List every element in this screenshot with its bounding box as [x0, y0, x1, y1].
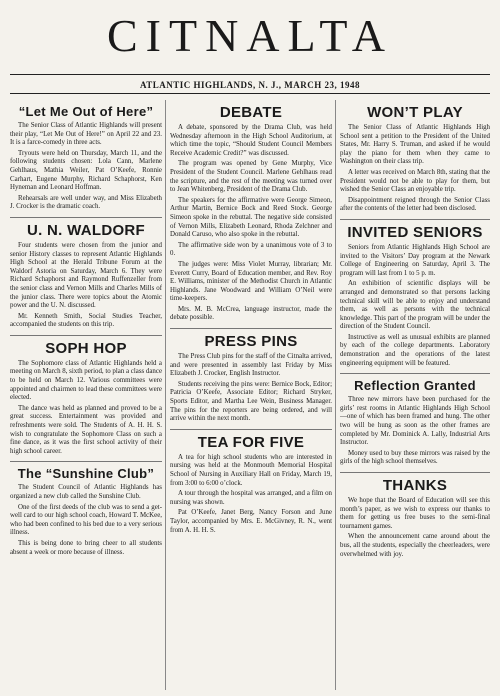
column-left — [10, 100, 162, 692]
article-headline: The “Sunshine Club” — [17, 466, 155, 482]
masthead-rule-bottom — [10, 93, 490, 94]
article-paragraph: Pat O’Keefe, Janet Berg, Nancy Forson and June Taylor, accompanied by Mrs. E. McGivney, R. N., went from A. H. H. S. — [170, 509, 332, 534]
article-headline: SOPH HOP — [45, 339, 127, 357]
article-wont-play — [340, 104, 490, 214]
article-separator — [340, 472, 490, 473]
article-paragraph: An exhibition of scientific displays will be arranged and demonstrated so that persons lacking technical skill will be able to enjoy and understand them, as well as persons with the technical knowledge. This part of the program will be under the direction of the Student Council. — [340, 280, 490, 331]
article-paragraph: A debate, sponsored by the Drama Club, was held Wednesday afternoon in the High School Auditorium, at which time the topic, “Should Student Council Members Receive Academic Credit?” was discussed. — [170, 124, 332, 157]
article-paragraph: Disappointment reigned through the Senior Class after the contents of the letter had been disclosed. — [340, 196, 490, 213]
article-paragraph: The Senior Class of Atlantic Highlands High School sent a petition to the President of the United States, Mr. Harry S. Truman, and asked if he would play the piano for them when they came to Washington on their class trip. — [340, 124, 490, 166]
article-separator — [340, 219, 490, 220]
article-paragraph: When the announcement came around about the bus, all the students, especially the cheerleaders, were overwhelmed with joy. — [340, 533, 490, 558]
article-paragraph: A letter was received on March 8th, stating that the President would not be able to play for them, but wished the Senior Class an enjoyable trip. — [340, 168, 490, 194]
article-separator — [10, 461, 162, 462]
article-headline: WON’T PLAY — [367, 104, 463, 121]
article-separator — [170, 328, 332, 329]
masthead-title: CITNALTA — [106, 10, 394, 61]
article-headline: Reflection Granted — [354, 378, 476, 394]
article-paragraph: A tour through the hospital was arranged, and a film on nursing was shown. — [170, 490, 332, 506]
article-paragraph: Instructive as well as unusual exhibits are planned by each of the college departments. Laboratory demonstration and the operations of the latest engineering equipment will be featured. — [340, 333, 490, 367]
article-reflection-granted — [340, 378, 490, 467]
article-headline: DEBATE — [219, 104, 283, 121]
article-let-me-out — [10, 104, 162, 212]
article-separator — [170, 429, 332, 430]
article-thanks — [340, 477, 490, 559]
article-paragraph: Students receiving the pins were: Bernice Bock, Editor; Patricia O’Keefe, Associate Editor; Richard Stryker, Sports Editor, and Martha Lee Wein, Business Manager. The pins for the reporters are being ordered, and will arrive within the next month. — [170, 380, 332, 423]
column-divider — [165, 100, 166, 690]
article-headline: “Let Me Out of Here” — [18, 104, 154, 119]
article-paragraph: Mrs. M. B. McCrea, language instructor, made the debate possible. — [170, 305, 332, 322]
masthead-rule-top — [10, 74, 490, 75]
article-paragraph: Four students were chosen from the junior and senior History classes to represent Atlantic Highlands High School at the Herald Tribune Forum at the Waldorf Astoria on Saturday, March 6. They were Richard Schaphorst and Raymond Ruffenzeller from the senior class and Vernon Mills and Charles Mills of the junior class. There were topics about the Atomic power and the U. N. discussed. — [10, 241, 162, 310]
column-middle — [170, 100, 332, 692]
article-paragraph: The Senior Class of Atlantic Highlands will present their play, “Let Me Out of Here!” on April 22 and 23. It is a farce-comedy in three acts. — [10, 122, 162, 147]
article-press-pins — [170, 333, 332, 424]
article-paragraph: The Press Club pins for the staff of the Citnalta arrived, and were presented in assembly last Friday by Miss Elizabeth J. Crocker, English Instructor. — [170, 353, 332, 378]
article-paragraph: The judges were: Miss Violet Murray, librarian; Mr. Everett Curry, Board of Education member, and Rev. Roy E. Williams, minister of the Methodist Church in Atlantic Highlands. Jane Woodward and William O’Neil were time-keepers. — [170, 260, 332, 303]
article-sunshine-club — [10, 466, 162, 557]
article-headline: PRESS PINS — [204, 333, 298, 351]
article-headline: TEA FOR FIVE — [197, 433, 305, 451]
article-paragraph: This is being done to bring cheer to all students absent a week or more because of illness. — [10, 539, 162, 556]
dateline: ATLANTIC HIGHLANDS, N. J., MARCH 23, 1948 — [139, 80, 361, 90]
article-separator — [340, 373, 490, 374]
article-paragraph: The program was opened by Gene Murphy, Vice President of the Student Council. Marlene Gehlhaus read the scripture, and the rest of the meeting was turned over to Jean Whitenberg, President of the Drama Club. — [170, 160, 332, 194]
article-separator — [10, 217, 162, 218]
article-separator — [10, 335, 162, 336]
article-paragraph: Three new mirrors have been purchased for the girls’ rest rooms in Atlantic Highlands High School —one of which has been framed and hung. The other two will be hung as soon as the other frames are completed by Mr. Dominick A. Lally, Industrial Arts Instructor. — [340, 396, 490, 447]
article-paragraph: The speakers for the affirmative were George Simeon, Arthur Martin, Bernice Bock and Reed Stock. George Simeon spoke in the rebuttal. The negative side consisted of Vernon Mills, Elizabeth Leonard, Rhoda Zelchner and Donald Caruso, who also spoke in the rebuttal. — [170, 196, 332, 239]
article-paragraph: The Sophomore class of Atlantic Highlands held a meeting on March 8, sixth period, to plan a class dance to be held on March 12. Various committees were appointed and chairmen to lead these committees were elected. — [10, 359, 162, 402]
article-debate — [170, 104, 332, 323]
column-divider — [335, 100, 336, 690]
article-headline: INVITED SENIORS — [347, 223, 483, 241]
article-headline: THANKS — [382, 477, 448, 494]
article-soph-hop — [10, 340, 162, 457]
article-paragraph: Mr. Kenneth Smith, Social Studies Teacher, accompanied the students on this trip. — [10, 312, 162, 329]
article-paragraph: We hope that the Board of Education will see this month’s paper, as we wish to express our thanks to them for getting us free buses to the semi-final tournament games. — [340, 497, 490, 530]
article-paragraph: The dance was held as planned and proved to be a great success. Entertainment was provided and refreshments were sold. The Students of A. H. H. S. wish to congratulate the Sophomore Class on such a fine dance, as it was the first school activity of their high school career. — [10, 404, 162, 455]
article-paragraph: Rehearsals are well under way, and Miss Elizabeth J. Crocker is the dramatic coach. — [10, 194, 162, 211]
article-paragraph: A tea for high school students who are interested in nursing was held at the Monmouth Memorial Hospital School of Nursing in Auxiliary Hall on Friday, March 19, from 3:00 to 6:00 o’clock. — [170, 453, 332, 487]
article-paragraph: The Student Council of Atlantic Highlands has organized a new club called the Sunshine Club. — [10, 484, 162, 500]
article-invited-seniors — [340, 224, 490, 368]
article-paragraph: Money used to buy these mirrors was raised by the girls of the high school themselves. — [340, 449, 490, 466]
article-paragraph: Seniors from Atlantic Highlands High School are invited to the Visitors’ Day program at the Newark College of Engineering on Saturday, April 3. The program will last from 1 to 5 p. m. — [340, 243, 490, 277]
article-tea-for-five — [170, 434, 332, 535]
column-right — [340, 100, 490, 692]
article-paragraph: One of the first deeds of the club was to send a get-well card to our high school coach, Howard T. McKee, who had been confined to his bed due to a very serious illness. — [10, 503, 162, 537]
article-paragraph: The affirmative side won by a unanimous vote of 3 to 0. — [170, 241, 332, 258]
article-paragraph: Tryouts were held on Thursday, March 11, and the following students chosen: Lola Cann, Marlene Gehlhaus, Mathia Weiler, Pat O’Keefe, Ronnie Carhart, Eugene Murphy, Richard Schaphorst, Ken Hyneman and Leonard Hoffman. — [10, 149, 162, 192]
article-headline: U. N. WALDORF — [26, 221, 146, 239]
article-un-waldorf — [10, 222, 162, 330]
